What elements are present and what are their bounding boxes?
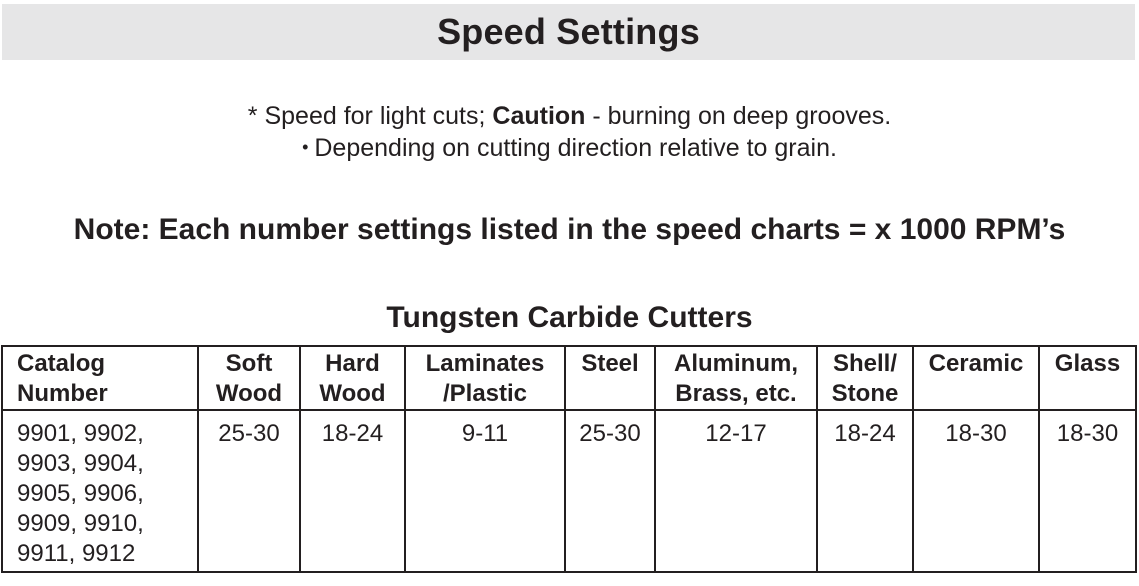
header-shell-stone: Shell/ Stone (817, 346, 913, 410)
header-hard-wood: Hard Wood (300, 346, 405, 410)
cell-shell-stone: 18-24 (817, 410, 913, 572)
caution-label: Caution (492, 102, 586, 130)
speed-table (1, 345, 1137, 573)
table-title: Tungsten Carbide Cutters (386, 301, 753, 334)
cell-aluminum-brass: 12-17 (655, 410, 817, 572)
header-ceramic: Ceramic (913, 346, 1039, 410)
header-aluminum-brass: Aluminum, Brass, etc. (655, 346, 817, 410)
cell-hard-wood: 18-24 (300, 410, 405, 572)
cell-ceramic: 18-30 (913, 410, 1039, 572)
cell-glass: 18-30 (1039, 410, 1136, 572)
bullet-icon: • (302, 137, 309, 157)
header-laminates-plastic: Laminates /Plastic (405, 346, 565, 410)
header-catalog-number: Catalog Number (2, 346, 198, 410)
cell-steel: 25-30 (565, 410, 655, 572)
light-cuts-note-suffix: - burning on deep grooves. (585, 102, 892, 130)
table-header-row (2, 346, 1136, 410)
header-glass: Glass (1039, 346, 1136, 410)
rpm-note: Note: Each number settings listed in the speed charts = x 1000 RPM’s (73, 213, 1066, 246)
light-cuts-note-prefix: * Speed for light cuts; (247, 102, 493, 130)
title-bar (2, 4, 1135, 60)
header-soft-wood: Soft Wood (198, 346, 300, 410)
header-steel: Steel (565, 346, 655, 410)
table-row (2, 410, 1136, 572)
page-title: Speed Settings (437, 11, 700, 52)
cell-soft-wood: 25-30 (198, 410, 300, 572)
grain-direction-text: Depending on cutting direction relative to grain. (314, 134, 837, 162)
cell-catalog-numbers: 9901, 9902, 9903, 9904, 9905, 9906, 9909, 9910, 9911, 9912 (2, 410, 198, 572)
light-cuts-note (0, 101, 1139, 131)
grain-direction-note (0, 132, 1139, 163)
cell-laminates-plastic: 9-11 (405, 410, 565, 572)
